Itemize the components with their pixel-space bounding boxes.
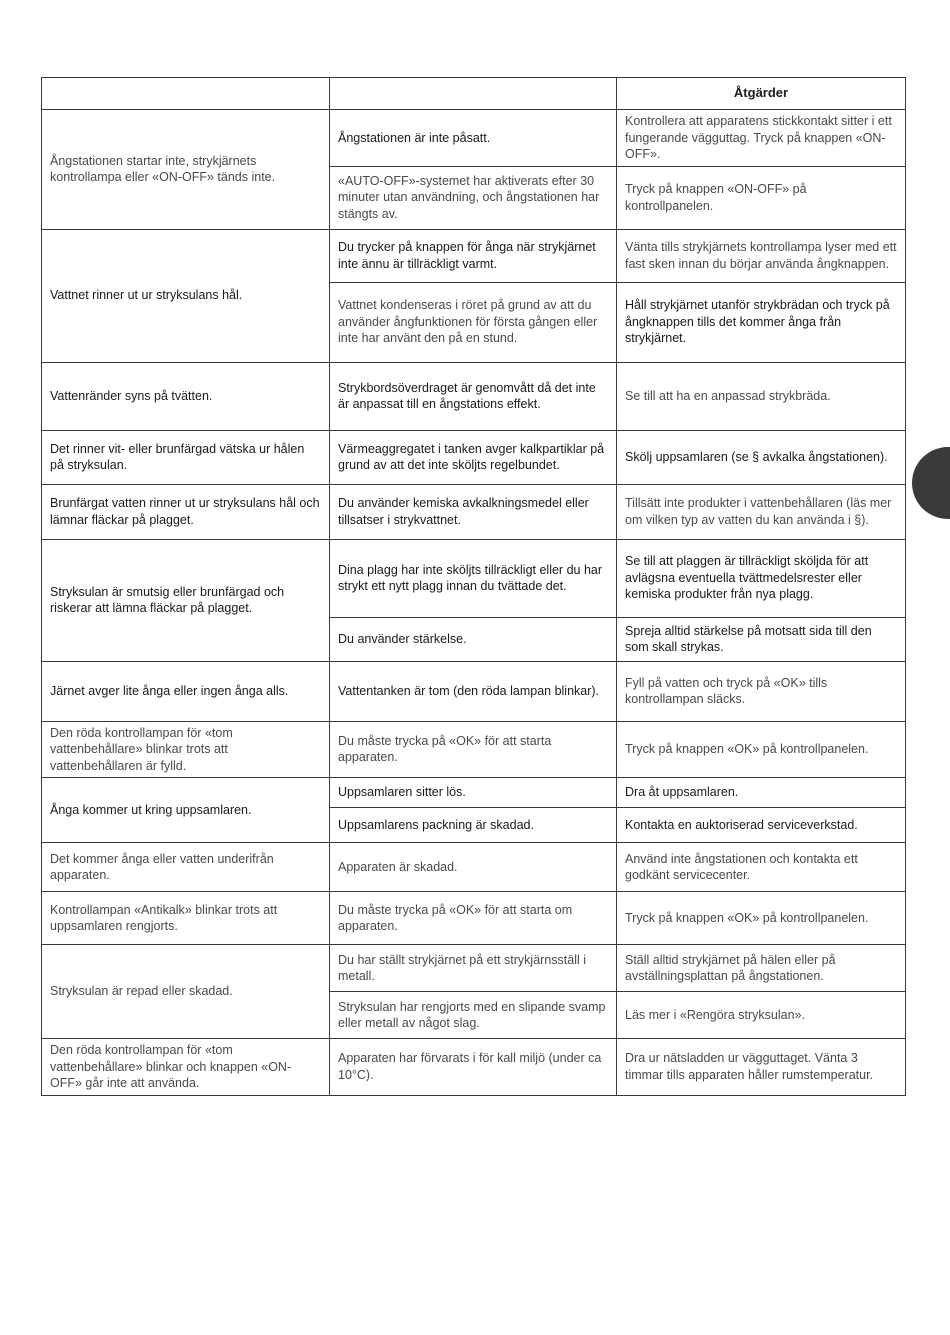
problem-cell: Ånga kommer ut kring uppsamlaren. [42,778,330,843]
cause-cell: Värmeaggregatet i tanken avger kalkpartiklar på grund av att det inte sköljts regelbundet. [330,430,617,484]
table-row [42,110,906,167]
section-tab-marker [912,447,950,519]
problem-cell: Stryksulan är smutsig eller brunfärgad och riskerar att lämna fläckar på plagget. [42,539,330,661]
problem-cell: Det rinner vit- eller brunfärgad vätska ur hålen på stryksulan. [42,430,330,484]
remedy-cell: Använd inte ångstationen och kontakta ett godkänt servicecenter. [617,843,906,892]
cause-cell: Du använder stärkelse. [330,617,617,661]
cause-cell: Uppsamlarens packning är skadad. [330,808,617,843]
remedy-cell: Kontrollera att apparatens stickkontakt sitter i ett fungerande vägguttag. Tryck på knappen «ON-OFF». [617,110,906,167]
cause-cell: Vattentanken är tom (den röda lampan blinkar). [330,661,617,721]
remedy-cell: Se till att plaggen är tillräckligt sköljda för att avlägsna eventuella tvättmedelsrester eller kemiska produkter från nya plagg. [617,539,906,617]
table-row [42,539,906,617]
cause-cell: Uppsamlaren sitter lös. [330,778,617,808]
table-row [42,484,906,539]
problem-cell: Kontrollampan «Antikalk» blinkar trots att uppsamlaren rengjorts. [42,892,330,945]
table-row [42,843,906,892]
problem-cell: Järnet avger lite ånga eller ingen ånga alls. [42,661,330,721]
problem-cell: Vattnet rinner ut ur stryksulans hål. [42,229,330,362]
problem-cell: Brunfärgat vatten rinner ut ur stryksulans hål och lämnar fläckar på plagget. [42,484,330,539]
remedy-cell: Skölj uppsamlaren (se § avkalka ångstationen). [617,430,906,484]
problem-cell: Ångstationen startar inte, strykjärnets kontrollampa eller «ON-OFF» tänds inte. [42,110,330,230]
table-row [42,229,906,282]
remedy-cell: Kontakta en auktoriserad serviceverkstad. [617,808,906,843]
table-row [42,1039,906,1096]
remedy-cell: Fyll på vatten och tryck på «OK» tills kontrollampan släcks. [617,661,906,721]
table-header-row [42,78,906,110]
table-row [42,778,906,808]
remedy-cell: Läs mer i «Rengöra stryksulan». [617,992,906,1039]
troubleshooting-table [41,77,906,1096]
remedy-cell: Tryck på knappen «ON-OFF» på kontrollpanelen. [617,166,906,229]
table-row [42,945,906,992]
cause-cell: Strykbordsöverdraget är genomvått då det inte är anpassat till en ångstations effekt. [330,362,617,430]
cause-cell: Du måste trycka på «OK» för att starta apparaten. [330,721,617,778]
table-row [42,661,906,721]
remedy-cell: Dra åt uppsamlaren. [617,778,906,808]
problem-cell: Den röda kontrollampan för «tom vattenbehållare» blinkar och knappen «ON-OFF» går inte att använda. [42,1039,330,1096]
remedy-cell: Spreja alltid stärkelse på motsatt sida till den som skall strykas. [617,617,906,661]
table-row [42,721,906,778]
cause-cell: Du använder kemiska avkalkningsmedel eller tillsatser i strykvattnet. [330,484,617,539]
problem-cell: Vattenränder syns på tvätten. [42,362,330,430]
cause-cell: «AUTO-OFF»-systemet har aktiverats efter 30 minuter utan användning, och ångstationen har stängts av. [330,166,617,229]
table-row [42,362,906,430]
cause-cell: Du måste trycka på «OK» för att starta om apparaten. [330,892,617,945]
table-row [42,892,906,945]
cause-cell: Vattnet kondenseras i röret på grund av att du använder ångfunktionen för första gången eller inte har använt den på en stund. [330,282,617,362]
problem-cell: Det kommer ånga eller vatten underifrån apparaten. [42,843,330,892]
cause-cell: Du har ställt strykjärnet på ett strykjärnsställ i metall. [330,945,617,992]
header-problem [42,78,330,110]
problem-cell: Stryksulan är repad eller skadad. [42,945,330,1039]
remedy-cell: Håll strykjärnet utanför strykbrädan och tryck på ångknappen tills det kommer ånga från strykjärnet. [617,282,906,362]
remedy-cell: Tryck på knappen «OK» på kontrollpanelen. [617,721,906,778]
header-cause [330,78,617,110]
table-row [42,430,906,484]
cause-cell: Apparaten har förvarats i för kall miljö (under ca 10°C). [330,1039,617,1096]
problem-cell: Den röda kontrollampan för «tom vattenbehållare» blinkar trots att vattenbehållaren är fylld. [42,721,330,778]
remedy-cell: Tillsätt inte produkter i vattenbehållaren (läs mer om vilken typ av vatten du kan använda i §). [617,484,906,539]
remedy-cell: Vänta tills strykjärnets kontrollampa lyser med ett fast sken innan du börjar använda ångknappen. [617,229,906,282]
remedy-cell: Ställ alltid strykjärnet på hälen eller på avställningsplattan på ångstationen. [617,945,906,992]
cause-cell: Du trycker på knappen för ånga när strykjärnet inte ännu är tillräckligt varmt. [330,229,617,282]
cause-cell: Ångstationen är inte påsatt. [330,110,617,167]
remedy-cell: Tryck på knappen «OK» på kontrollpanelen. [617,892,906,945]
cause-cell: Stryksulan har rengjorts med en slipande svamp eller metall av något slag. [330,992,617,1039]
cause-cell: Apparaten är skadad. [330,843,617,892]
remedy-cell: Dra ur nätsladden ur vägguttaget. Vänta 3 timmar tills apparaten håller rumstemperatur. [617,1039,906,1096]
header-remedy: Åtgärder [617,78,906,110]
remedy-cell: Se till att ha en anpassad strykbräda. [617,362,906,430]
cause-cell: Dina plagg har inte sköljts tillräckligt eller du har strykt ett nytt plagg innan du tvättade det. [330,539,617,617]
